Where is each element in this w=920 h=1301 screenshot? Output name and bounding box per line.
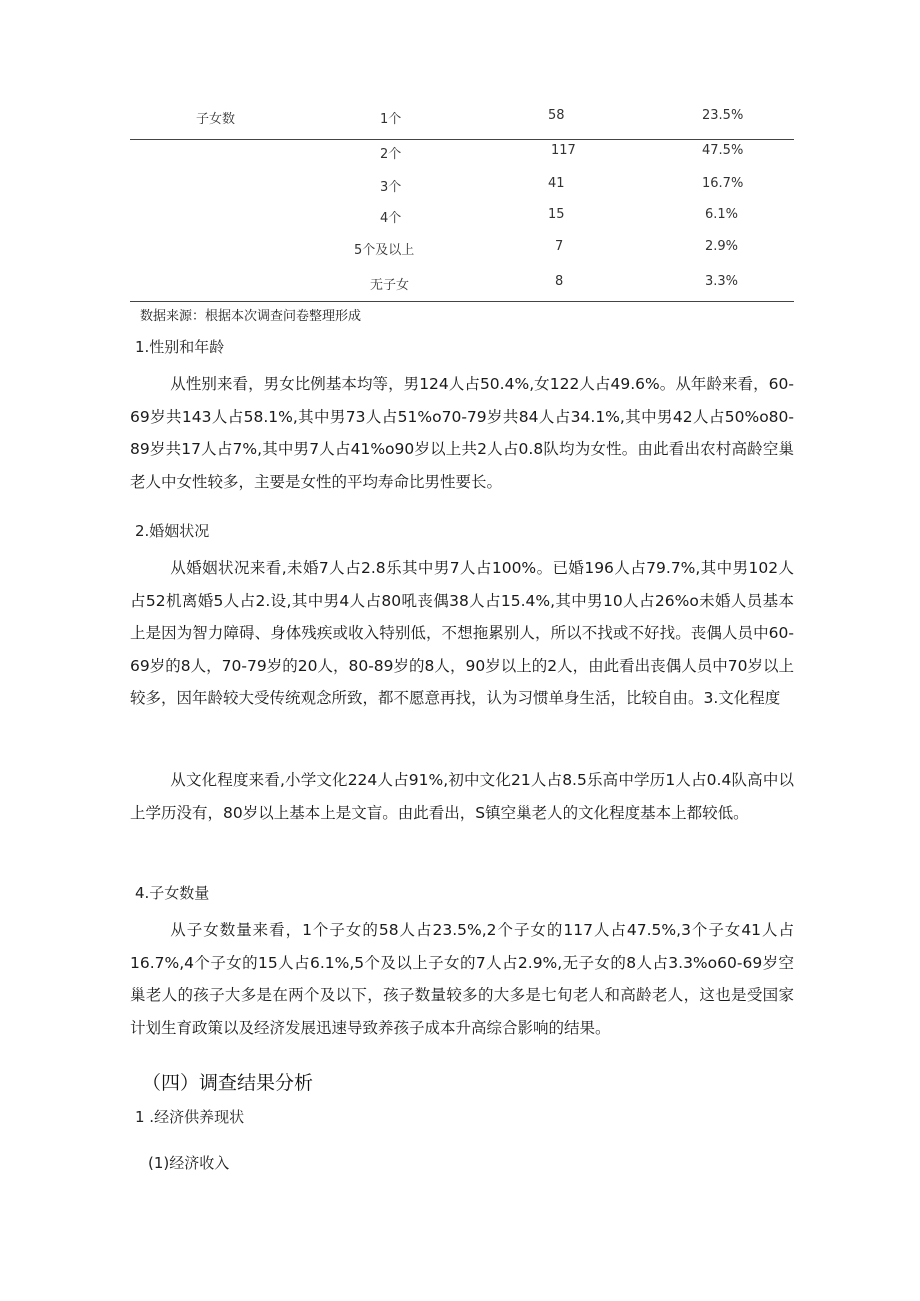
section-title: （四）调查结果分析	[142, 1072, 314, 1094]
paragraph: 从婚姻状况来看,未婚7人占2.8乐其中男7人占100%。已婚196人占79.7%,其中男102人占52机离婚5人占2.设,其中男4人占80吼丧偶38人占15.4%,其中男10人占26%o未婚人员基本上是因为智力障碍、身体残疾或收入特别低，不想拖累别人，所以不找或不好找。丧偶人员中60-69岁的8人，70-79岁的20人，80-89岁的8人，90岁以上的2人，由此看出丧偶人员中70岁以上较多，因年龄较大受传统观念所致，都不愿意再找，认为习惯单身生活，比较自由。3.文化程度	[130, 559, 794, 707]
section-heading: 1.性别和年龄	[135, 338, 225, 356]
table-divider	[130, 139, 794, 140]
table-group-label: 子女数	[196, 112, 236, 127]
table-cell-pct: 23.5%	[702, 108, 744, 123]
table-cell-label: 5个及以上	[354, 243, 415, 258]
paragraph: 从文化程度来看,小学文化224人占91%,初中文化21人占8.5乐高中学历1人占0.4队高中以上学历没有，80岁以上基本上是文盲。由此看出，S镇空巢老人的文化程度基本上都较低。	[130, 771, 794, 822]
table-cell-pct: 47.5%	[702, 143, 744, 158]
paragraph: 从性别来看，男女比例基本均等，男124人占50.4%,女122人占49.6%。从年龄来看，60-69岁共143人占58.1%,其中男73人占51%o70-79岁共84人占34.1%,其中男42人占50%o80-89岁共17人占7%,其中男7人占41%o90岁以上共2人占0.8队均为女性。由此看出农村高龄空巢老人中女性较多，主要是女性的平均寿命比男性要长。	[130, 375, 794, 491]
table-cell-label: 4个	[380, 211, 402, 226]
table-bottom-rule	[130, 301, 794, 302]
section-heading: 2.婚姻状况	[135, 522, 210, 540]
table-cell-count: 8	[555, 274, 564, 289]
table-cell-pct: 2.9%	[705, 239, 739, 254]
table-cell-label: 3个	[380, 180, 402, 195]
table-cell-label: 无子女	[370, 278, 410, 293]
table-cell-count: 41	[548, 176, 565, 191]
table-cell-count: 7	[555, 239, 564, 254]
table-cell-label: 1个	[380, 112, 402, 127]
subsection-heading: 1 .经济供养现状	[135, 1108, 245, 1126]
table-source-note: 数据来源：根据本次调查问卷整理形成	[140, 309, 362, 324]
table-cell-pct: 16.7%	[702, 176, 744, 191]
table-cell-count: 15	[548, 207, 565, 222]
subsection-heading: (1)经济收入	[148, 1154, 230, 1172]
table-cell-count: 117	[551, 143, 576, 158]
section-heading: 4.子女数量	[135, 884, 210, 902]
table-cell-pct: 6.1%	[705, 207, 739, 222]
table-cell-pct: 3.3%	[705, 274, 739, 289]
table-cell-label: 2个	[380, 147, 402, 162]
paragraph: 从子女数量来看，1个子女的58人占23.5%,2个子女的117人占47.5%,3个子女41人占16.7%,4个子女的15人占6.1%,5个及以上子女的7人占2.9%,无子女的8人占3.3%o60-69岁空巢老人的孩子大多是在两个及以下，孩子数量较多的大多是七旬老人和高龄老人，这也是受国家计划生育政策以及经济发展迅速导致养孩子成本升高综合影响的结果。	[130, 921, 794, 1037]
table-cell-count: 58	[548, 108, 565, 123]
